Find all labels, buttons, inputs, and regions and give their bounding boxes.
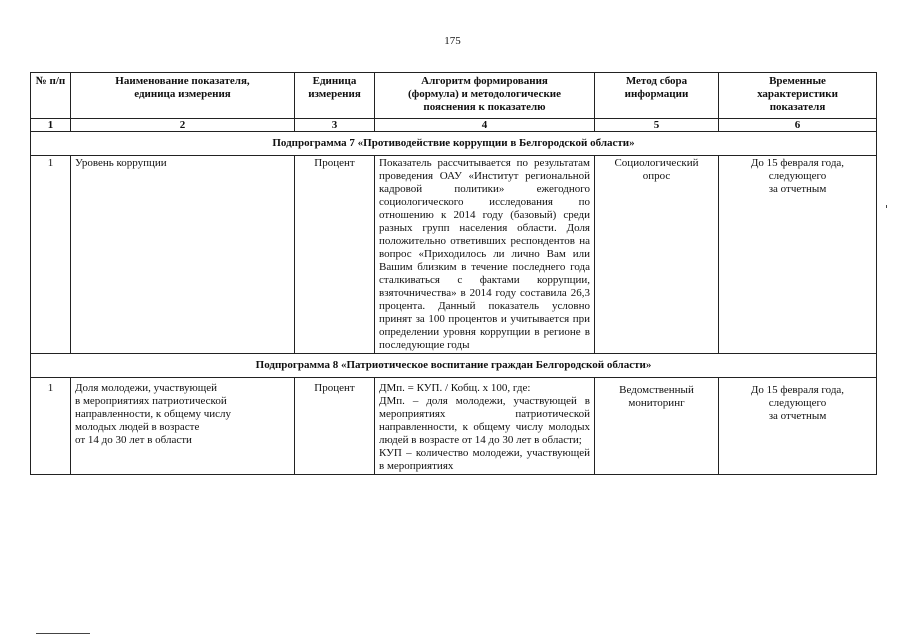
indicator-unit: Процент <box>295 156 375 354</box>
subprogram-8-title: Подпрограмма 8 «Патриотическое воспитание граждан Белгородской области» <box>31 354 877 378</box>
indicator-name: Уровень коррупции <box>71 156 295 354</box>
header-num: № п/п <box>31 73 71 119</box>
indicator-time: До 15 февраля года, следующего за отчетным <box>719 378 877 475</box>
column-number: 2 <box>71 119 295 132</box>
indicators-table <box>30 72 877 475</box>
page-number: 175 <box>444 35 461 47</box>
indicator-time: До 15 февраля года, следующего за отчетным <box>719 156 877 354</box>
header-time: Временные характеристики показателя <box>719 73 877 119</box>
row-number: 1 <box>31 156 71 354</box>
column-number: 4 <box>375 119 595 132</box>
row-number: 1 <box>31 378 71 475</box>
header-algorithm: Алгоритм формирования (формула) и методологические пояснения к показателю <box>375 73 595 119</box>
column-number: 5 <box>595 119 719 132</box>
indicator-method: Ведомственный мониторинг <box>595 378 719 475</box>
indicator-unit: Процент <box>295 378 375 475</box>
scan-artifact <box>36 633 90 634</box>
column-number: 3 <box>295 119 375 132</box>
column-number: 1 <box>31 119 71 132</box>
table-header-row <box>31 73 877 119</box>
indicator-name: Доля молодежи, участвующей в мероприятиях патриотической направленности, к общему числу молодых людей в возрасте от 14 до 30 лет в области <box>71 378 295 475</box>
table-row <box>31 156 877 354</box>
indicator-algorithm: ДМп. = КУП. / Кобщ. х 100, где: ДМп. – доля молодежи, участвующей в мероприятиях патриотической направленности, к общему числу молодых людей в возрасте от 14 до 30 лет в области; КУП – количество молодежи, участвующей в мероприятиях <box>375 378 595 475</box>
header-unit: Единица измерения <box>295 73 375 119</box>
indicator-method: Социологический опрос <box>595 156 719 354</box>
subprogram-7-title-row <box>31 132 877 156</box>
indicator-algorithm: Показатель рассчитывается по результатам проведения ОАУ «Институт региональной кадровой политики» ежегодного социологического исследования по отношению к 2014 году (базовый) среди разных групп населения области. Доля положительно ответивших респондентов на вопрос «Приходилось ли лично Вам или Вашим близким в течение последнего года сталкиваться с фактами коррупции, взяточничества» в 2014 году составила 26,3 процента. Данный показатель условно принят за 100 процентов и учитывается при определении уровня коррупции в регионе в последующие годы <box>375 156 595 354</box>
column-numbers-row <box>31 119 877 132</box>
scan-artifact <box>886 205 887 208</box>
header-method: Метод сбора информации <box>595 73 719 119</box>
column-number: 6 <box>719 119 877 132</box>
header-name: Наименование показателя, единица измерения <box>71 73 295 119</box>
table-row <box>31 378 877 475</box>
subprogram-7-title: Подпрограмма 7 «Противодействие коррупции в Белгородской области» <box>31 132 877 156</box>
subprogram-8-title-row <box>31 354 877 378</box>
